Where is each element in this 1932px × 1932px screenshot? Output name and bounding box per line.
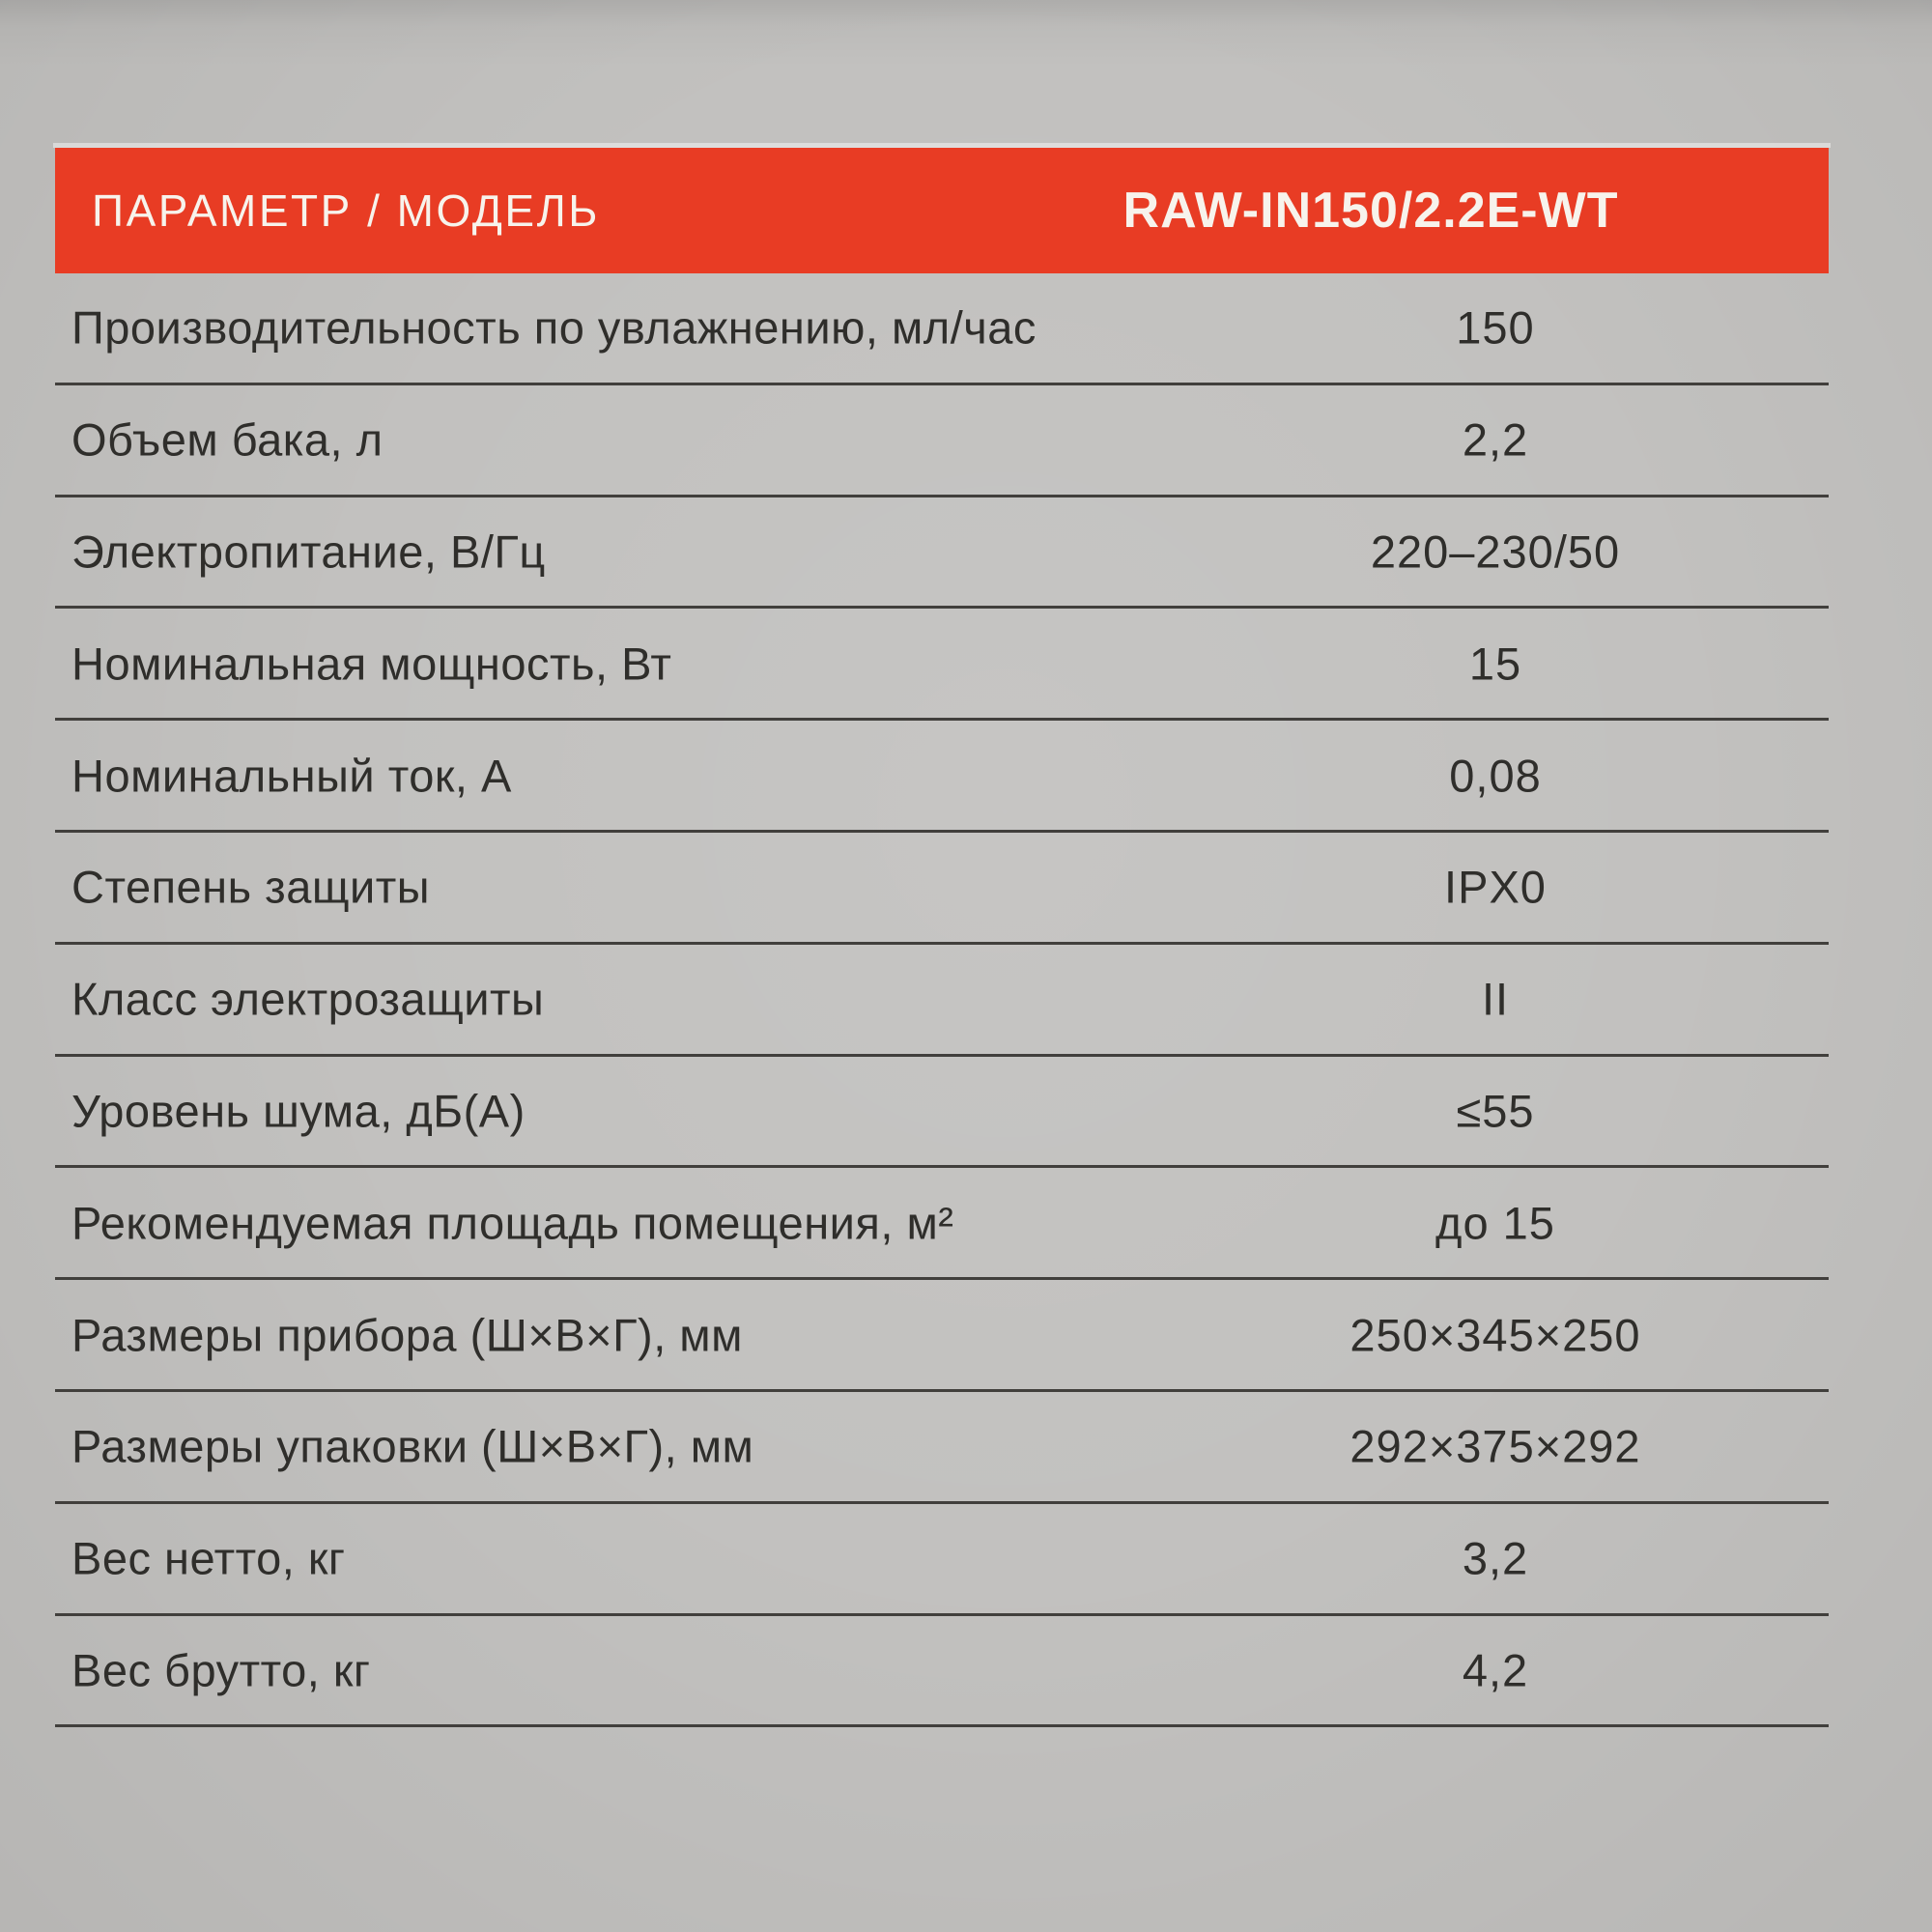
param-label: Вес брутто, кг — [71, 1644, 371, 1696]
param-value: 250×345×250 — [1350, 1309, 1641, 1361]
table-row — [55, 1057, 1829, 1169]
param-value: 150 — [1456, 301, 1535, 354]
table-row — [55, 1168, 1829, 1280]
table-row — [55, 1392, 1829, 1504]
param-value: II — [1481, 973, 1510, 1025]
table-row — [55, 1504, 1829, 1616]
param-value: 4,2 — [1462, 1644, 1529, 1696]
param-value: 15 — [1468, 638, 1522, 690]
param-label: Объем бака, л — [71, 413, 384, 466]
param-label: Размеры упаковки (Ш×В×Г), мм — [71, 1420, 754, 1472]
table-row — [55, 609, 1829, 721]
spec-table-header — [55, 148, 1829, 273]
spec-table — [55, 148, 1829, 1727]
spec-table-body — [55, 273, 1829, 1727]
table-row — [55, 385, 1829, 497]
param-value: до 15 — [1435, 1197, 1555, 1249]
param-value: ≤55 — [1456, 1085, 1535, 1137]
param-label: Номинальный ток, А — [71, 750, 512, 802]
param-value: IPX0 — [1444, 861, 1547, 913]
param-label: Номинальная мощность, Вт — [71, 638, 672, 690]
table-row — [55, 1280, 1829, 1392]
table-row — [55, 497, 1829, 610]
param-value: 0,08 — [1449, 750, 1542, 802]
header-param-model-label: ПАРАМЕТР / МОДЕЛЬ — [92, 185, 600, 236]
header-model-value: RAW-IN150/2.2E-WT — [1122, 183, 1619, 239]
table-row — [55, 833, 1829, 945]
param-value: 292×375×292 — [1350, 1420, 1641, 1472]
param-label: Степень защиты — [71, 861, 431, 913]
param-label: Электропитание, В/Гц — [71, 526, 546, 578]
table-row — [55, 273, 1829, 385]
param-label: Рекомендуемая площадь помещения, м² — [71, 1197, 954, 1249]
param-label: Производительность по увлажнению, мл/час — [71, 301, 1037, 354]
param-value: 220–230/50 — [1370, 526, 1621, 578]
param-label: Размеры прибора (Ш×В×Г), мм — [71, 1309, 743, 1361]
param-label: Класс электрозащиты — [71, 973, 545, 1025]
table-row — [55, 721, 1829, 833]
table-row — [55, 945, 1829, 1057]
param-label: Уровень шума, дБ(А) — [71, 1085, 526, 1137]
table-row — [55, 1616, 1829, 1728]
param-value: 2,2 — [1462, 413, 1529, 466]
param-value: 3,2 — [1462, 1532, 1529, 1584]
param-label: Вес нетто, кг — [71, 1532, 346, 1584]
